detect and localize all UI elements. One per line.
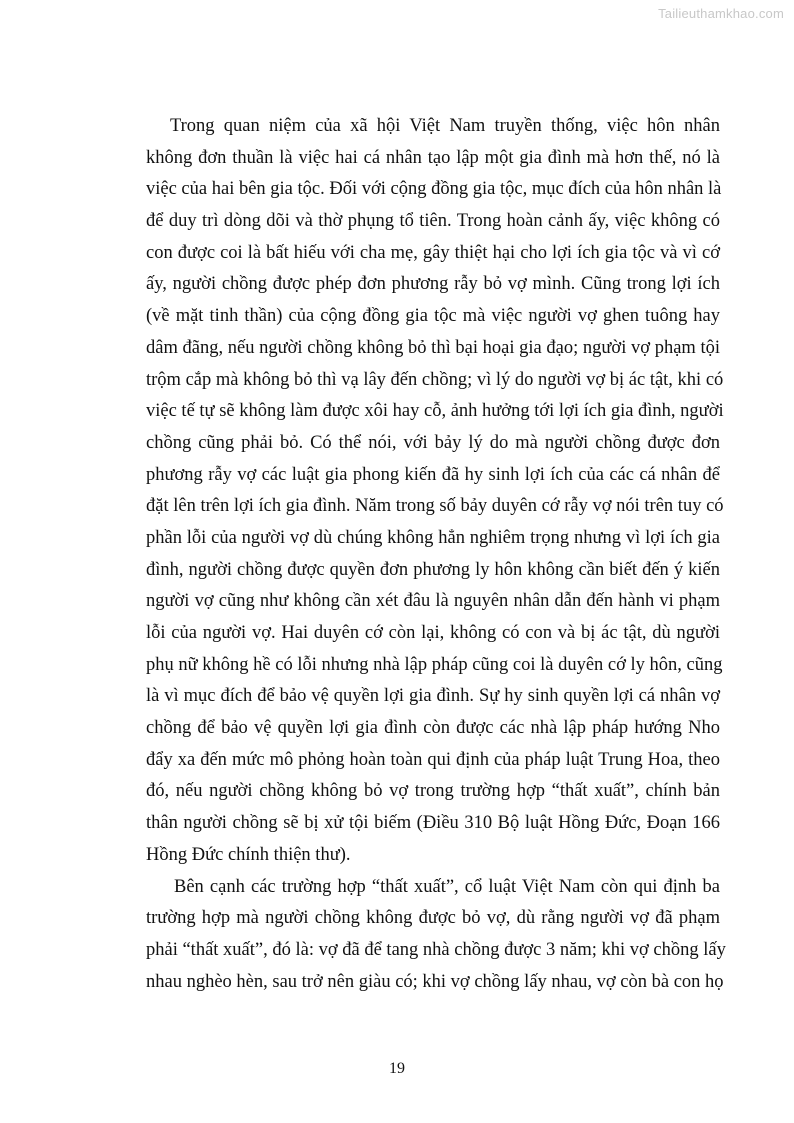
text-line: trộm cắp mà không bỏ thì vạ lây đến chồng; vì lý do người vợ bị ác tật, khi có [146, 369, 724, 390]
text-line: việc của hai bên gia tộc. Đối với cộng đồng gia tộc, mục đích của hôn nhân là [146, 179, 722, 200]
page-number: 19 [389, 1060, 405, 1077]
text-line: phụ nữ không hề có lỗi nhưng nhà lập pháp cũng coi là duyên cớ ly hôn, cũng [146, 654, 723, 675]
text-line: phần lỗi của người vợ dù chúng không hẳn nghiêm trọng nhưng vì lợi ích gia [146, 527, 720, 548]
text-line: để duy trì dòng dõi và thờ phụng tổ tiên. Trong hoàn cảnh ấy, việc không có [146, 211, 720, 232]
text-line: Trong quan niệm của xã hội Việt Nam truyền thống, việc hôn nhân [170, 116, 720, 136]
text-line: việc tế tự sẽ không làm được xôi hay cỗ, ảnh hưởng tới lợi ích gia đình, người [146, 401, 724, 422]
text-line: chồng để bảo vệ quyền lợi gia đình còn được các nhà lập pháp hướng Nho [146, 718, 720, 739]
text-line: (về mặt tinh thần) của cộng đồng gia tộc mà việc người vợ ghen tuông hay [146, 306, 720, 327]
text-line: con được coi là bất hiếu với cha mẹ, gây thiệt hại cho lợi ích gia tộc và vì cớ [146, 242, 720, 263]
text-line: Bên cạnh các trường hợp “thất xuất”, cổ luật Việt Nam còn qui định ba [174, 876, 720, 897]
watermark: Tailieuthamkhao.com [658, 6, 784, 21]
text-line: Hồng Đức chính thiện thư). [146, 844, 351, 865]
text-line: phương rẫy vợ các luật gia phong kiến đã hy sinh lợi ích của các cá nhân để [146, 464, 720, 485]
paragraph-1 [146, 111, 724, 872]
body-text [146, 111, 726, 998]
text-line: trường hợp mà người chồng không được bỏ vợ, dù rằng người vợ đã phạm [146, 908, 720, 929]
text-line: chồng cũng phải bỏ. Có thể nói, với bảy lý do mà người chồng được đơn [146, 432, 720, 453]
text-line: không đơn thuần là việc hai cá nhân tạo lập một gia đình mà hơn thế, nó là [146, 147, 720, 168]
paragraph-2 [146, 872, 726, 999]
text-line: là vì mục đích để bảo vệ quyền lợi gia đình. Sự hy sinh quyền lợi cá nhân vợ [146, 686, 720, 707]
text-line: đặt lên trên lợi ích gia đình. Năm trong số bảy duyên cớ rẫy vợ nói trên tuy có [146, 496, 724, 517]
text-line: lỗi của người vợ. Hai duyên cớ còn lại, không có con và bị ác tật, dù người [146, 623, 720, 643]
text-line: đó, nếu người chồng không bỏ vợ trong trường hợp “thất xuất”, chính bản [146, 781, 720, 802]
text-line: dâm đãng, nếu người chồng không bỏ thì bại hoại gia đạo; người vợ phạm tội [146, 337, 720, 358]
text-line: ấy, người chồng được phép đơn phương rẫy bỏ vợ mình. Cũng trong lợi ích [146, 274, 720, 295]
text-line: thân người chồng sẽ bị xử tội biếm (Điều 310 Bộ luật Hồng Đức, Đoạn 166 [146, 813, 720, 834]
text-line: phải “thất xuất”, đó là: vợ đã để tang nhà chồng được 3 năm; khi vợ chồng lấy [146, 939, 726, 960]
text-line: nhau nghèo hèn, sau trở nên giàu có; khi vợ chồng lấy nhau, vợ còn bà con họ [146, 971, 724, 992]
text-line: đình, người chồng được quyền đơn phương ly hôn không cần biết đến ý kiến [146, 559, 720, 580]
text-line: người vợ cũng như không cần xét đâu là nguyên nhân dẫn đến hành vi phạm [146, 591, 720, 612]
text-line: đẩy xa đến mức mô phỏng hoàn toàn qui định của pháp luật Trung Hoa, theo [146, 749, 720, 770]
